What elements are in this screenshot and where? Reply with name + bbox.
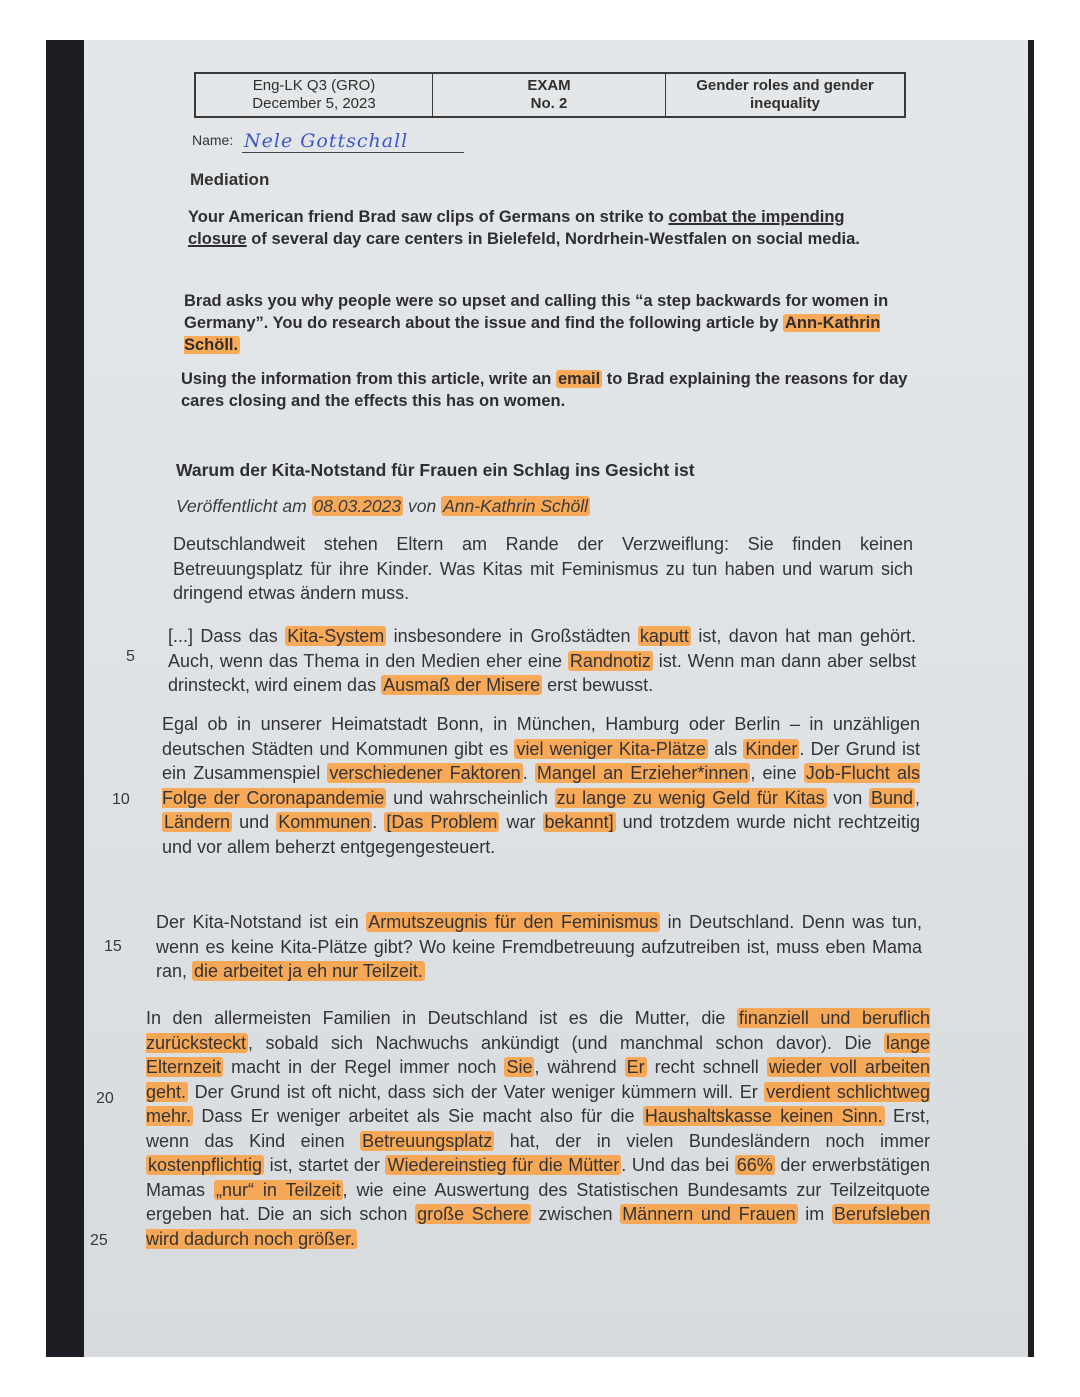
text-run: als (707, 738, 744, 759)
text-run: und trotzdem wurde nicht rechtzeitig und vor allem beherzt entgegengesteuert. (162, 812, 920, 857)
exam-date: December 5, 2023 (252, 95, 376, 112)
article-intro: Deutschlandweit stehen Eltern am Rande der Verzweiflung: Sie finden keinen Betreuungsplatz für ihre Kinder. Was Kitas mit Feminismus zu tun haben und warum sich dringend etwas ändern muss. (173, 534, 913, 603)
highlight: Ausmaß der Misere (383, 675, 541, 695)
highlight: bekannt] (544, 812, 614, 832)
text-run: , eine (750, 763, 804, 783)
line-number: 25 (90, 1232, 108, 1249)
highlight: Ländern (164, 812, 231, 832)
highlight: Kinder (745, 738, 798, 759)
article-title: Warum der Kita-Notstand für Frauen ein Schlag ins Gesicht ist (176, 460, 695, 480)
name-line (242, 152, 464, 153)
line-number: 5 (126, 648, 135, 665)
highlight: Ann-Kathrin Schöll. (184, 314, 881, 354)
header-course-cell (196, 74, 433, 116)
highlight: finanziell und beruflich zurücksteckt (146, 1008, 930, 1053)
highlight: 66% (736, 1155, 773, 1175)
highlight: viel weniger Kita-Plätze (516, 738, 706, 759)
highlight: Mangel an Erzieher*innen (536, 763, 749, 783)
text-run: Egal ob in unserer Heimatstadt Bonn, in München, Hamburg oder Berlin – in unzähligen deutschen Städten und Kommunen gibt es (162, 714, 920, 759)
task-paragraph-2: Brad asks you why people were so upset and calling this “a step backwards for women in Germany”. You do research about the issue and find the following article by Ann-Kathrin Schöll. (184, 292, 889, 354)
text-run: Der Kita-Notstand ist ein (156, 912, 367, 932)
text-run: . (522, 763, 535, 783)
course-label: Eng-LK Q3 (GRO) (252, 77, 376, 94)
line-number: 20 (96, 1090, 114, 1107)
text-run: recht schnell (646, 1057, 767, 1077)
text-run: hat, der in vielen Bundesländern noch immer (494, 1130, 930, 1151)
highlight: „nur“ in Teilzeit (215, 1179, 341, 1200)
article-paragraph-1 (168, 624, 916, 698)
exam-header-table (194, 72, 906, 118)
text-run: und (232, 812, 277, 832)
text-run: erst bewusst. (542, 675, 654, 695)
text-run: , während (534, 1057, 625, 1077)
text-run: . Und das bei (621, 1155, 735, 1175)
text-run: , (914, 787, 920, 808)
text-run: , wie eine Auswertung des Statistischen Bundesamts zur Teilzeitquote ergeben hat. Die an sich schon (146, 1179, 931, 1224)
highlight: kostenpflichtig (148, 1155, 263, 1175)
highlight: wieder voll arbeiten geht. (146, 1057, 930, 1102)
text-run: . (372, 812, 385, 832)
highlight: email (557, 370, 601, 388)
text-run: ist, startet der (264, 1155, 386, 1175)
text-run: In den allermeisten Familien in Deutschland ist es die Mutter, die (146, 1008, 737, 1028)
exam-number: No. 2 (530, 95, 568, 112)
highlight: kaputt (639, 626, 689, 646)
exam-label: EXAM (527, 77, 571, 94)
highlight: Berufsleben wird dadurch noch größer. (146, 1204, 930, 1249)
handwritten-name: Nele Gottschall (244, 130, 409, 152)
text-run: war (499, 812, 543, 832)
article-paragraph-2 (162, 712, 920, 859)
highlight: Kita-System (287, 626, 385, 646)
text-run: zwischen (530, 1204, 621, 1224)
text-run: [...] Dass das (168, 626, 286, 646)
text-run: der erwerbstätigen Mamas (146, 1155, 930, 1200)
highlight: Er (626, 1057, 645, 1077)
highlight: Armutszeugnis für den Feminismus (368, 912, 659, 932)
task-paragraph-3: Using the information from this article, write an email to Brad explaining the reasons for day cares closing and the effects this has on women. (181, 370, 908, 410)
text-run: Der Grund ist oft nicht, dass sich der Vater weniger kümmern will. Er (188, 1081, 765, 1102)
highlight: Wiedereinstieg für die Mütter (387, 1155, 620, 1175)
line-number: 15 (104, 938, 122, 955)
highlight: Randnotiz (569, 650, 651, 671)
highlight: große Schere (417, 1204, 529, 1224)
name-label: Name: (192, 132, 234, 148)
highlight: lange Elternzeit (146, 1032, 930, 1077)
header-exam-cell (433, 74, 666, 116)
header-topic-cell (666, 74, 904, 116)
highlight: Ann-Kathrin Schöll (443, 496, 589, 516)
text-run: insbesondere in Großstädten (386, 626, 638, 646)
highlight: Job-Flucht als Folge der Coronapandemie (162, 763, 920, 808)
text-run: ist, davon hat man gehört. Auch, wenn das Thema in den Medien eher eine (168, 626, 916, 671)
text-run: Dass Er weniger arbeitet als Sie macht also für die (193, 1106, 643, 1126)
text-run: im (797, 1204, 832, 1224)
text-run: macht in der Regel immer noch (223, 1057, 505, 1077)
text-run: von (826, 787, 869, 808)
text-run: , sobald sich Nachwuchs ankündigt (und manchmal schon davor). Die (248, 1032, 884, 1053)
text-run: in Deutschland. Denn was tun, wenn es keine Kita-Plätze gibt? Wo keine Fremdbetreuung aufzutreiben ist, muss eben Mama ran, (156, 912, 922, 981)
article-meta: Veröffentlicht am 08.03.2023 von Ann-Kathrin Schöll (176, 496, 589, 516)
text-run: ist. Wenn man dann aber selbst drinsteckt, wird einem das (168, 650, 916, 695)
task-paragraph-1: Your American friend Brad saw clips of Germans on strike to combat the impending closure of several day care centers in Bielefeld, Nordrhein-Westfalen on social media. (188, 208, 860, 248)
article-paragraph-4 (146, 1006, 930, 1251)
highlight: Haushaltskasse keinen Sinn. (644, 1106, 883, 1126)
topic-line-1: Gender roles and gender (696, 77, 874, 94)
underlined-phrase: combat the impending closure (188, 208, 845, 248)
highlight: 08.03.2023 (313, 496, 402, 516)
highlight: Männern und Frauen (622, 1204, 796, 1224)
line-number: 10 (112, 791, 130, 808)
article-paragraph-3 (156, 910, 922, 984)
highlight: [Das Problem (386, 812, 498, 832)
text-run: und wahrscheinlich (386, 787, 555, 808)
task-heading: Mediation (190, 170, 270, 189)
text-run: Erst, wenn das Kind einen (146, 1106, 930, 1151)
highlight: Kommunen (278, 812, 371, 832)
topic-line-2: inequality (749, 95, 820, 112)
exam-sheet (84, 40, 1028, 1357)
highlight: verdient schlichtweg mehr. (146, 1081, 930, 1126)
highlight: zu lange zu wenig Geld für Kitas (556, 787, 825, 808)
highlight: verschiedener Faktoren (329, 763, 521, 783)
text-run: . Der Grund ist ein Zusammenspiel (162, 738, 921, 783)
highlight: die arbeitet ja eh nur Teilzeit. (194, 961, 423, 981)
highlight: Betreuungsplatz (362, 1130, 493, 1151)
highlight: Sie (506, 1057, 533, 1077)
highlight: Bund (870, 787, 913, 808)
